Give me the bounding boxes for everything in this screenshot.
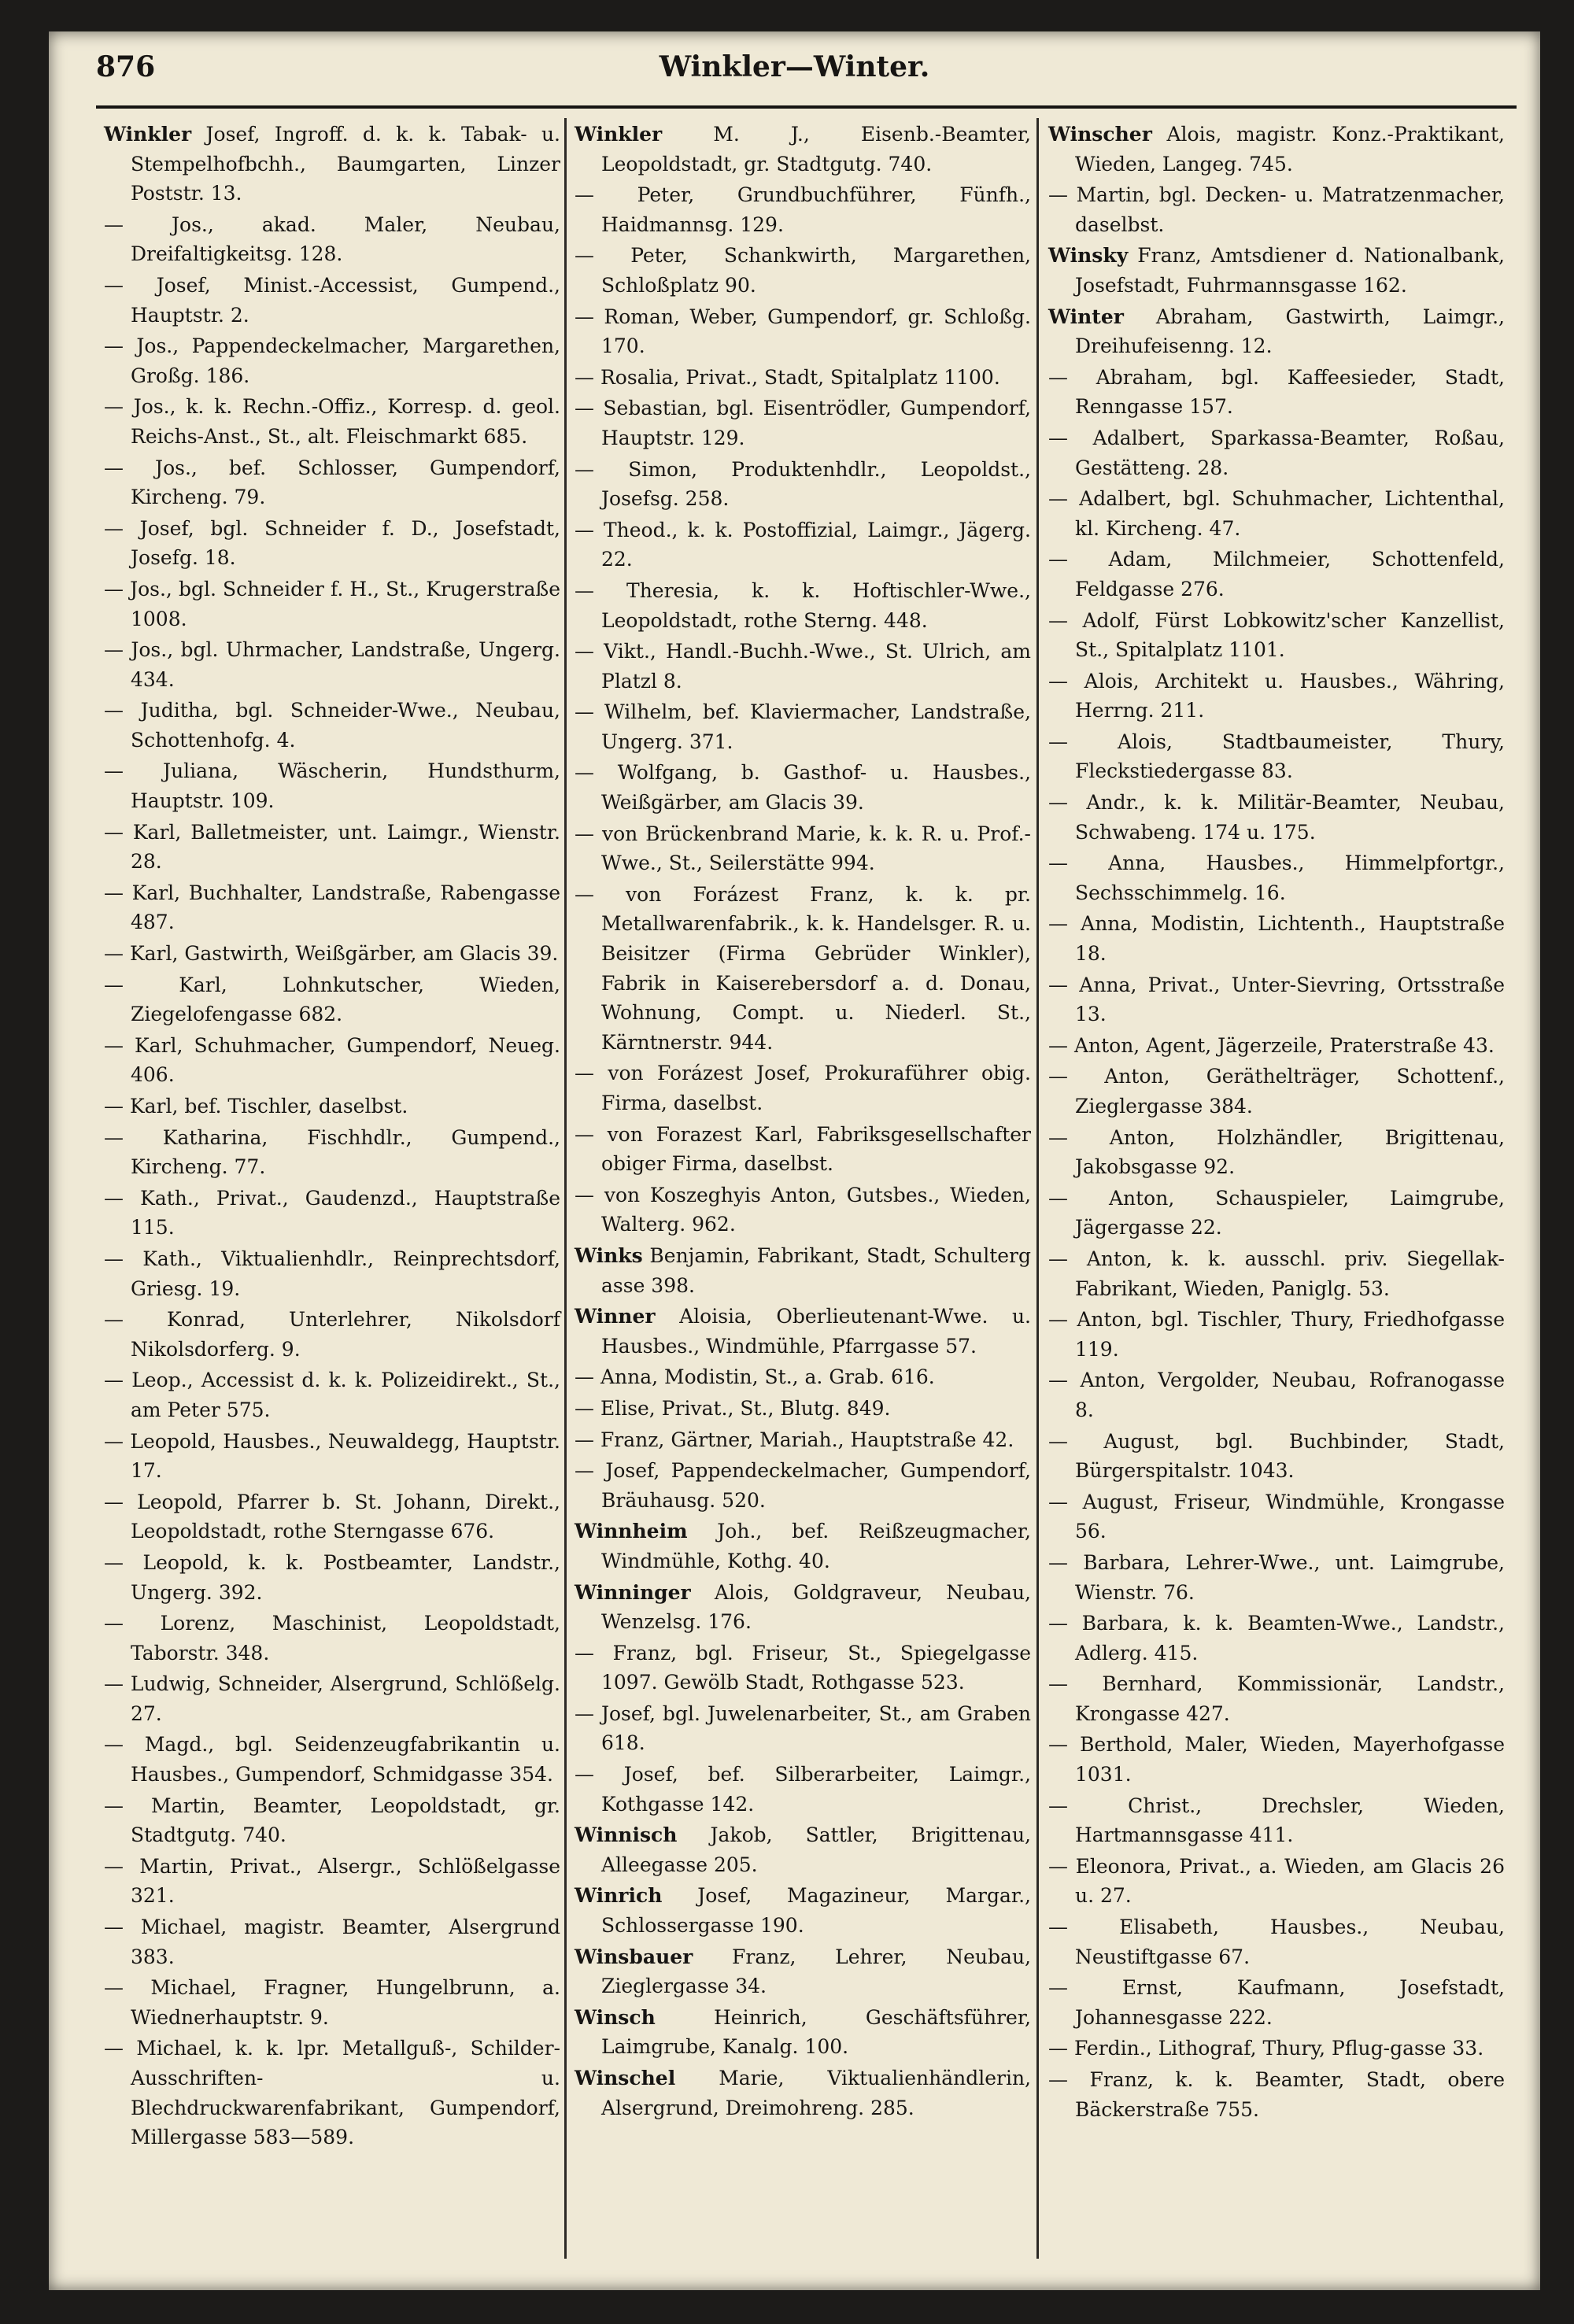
entry-surname: Winner — [575, 1305, 656, 1328]
column-divider — [564, 118, 567, 2259]
directory-entry: — Barbara, Lehrer-Wwe., unt. Laimgrube, Wienstr. 76. — [1048, 1550, 1505, 1604]
directory-entry: Winsbauer Franz, Lehrer, Neubau, Zieglergasse 34. — [575, 1945, 1031, 1998]
directory-entry: Winninger Alois, Goldgraveur, Neubau, Wenzelsg. 176. — [575, 1580, 1031, 1634]
directory-entry: Winschel Marie, Viktualienhändlerin, Alsergrund, Dreimohreng. 285. — [575, 2067, 1031, 2119]
directory-entry: — Josef, bgl. Schneider f. D., Josefstadt, Josefg. 18. — [104, 516, 560, 570]
directory-entry: — Karl, Balletmeister, unt. Laimgr., Wienstr. 28. — [104, 820, 560, 874]
directory-entry: — Anton, Agent, Jägerzeile, Praterstraße 43. — [1048, 1033, 1495, 1057]
directory-entry: — Martin, Beamter, Leopoldstadt, gr. Stadtgutg. 740. — [104, 1794, 560, 1847]
directory-entry: — Elise, Privat., St., Blutg. 849. — [575, 1396, 891, 1420]
directory-entry: — Vikt., Handl.-Buchh.-Wwe., St. Ulrich, am Platzl 8. — [575, 640, 1031, 693]
directory-entry: — Michael, magistr. Beamter, Alsergrund 383. — [104, 1916, 560, 1968]
directory-entry: — Lorenz, Maschinist, Leopoldstadt, Taborstr. 348. — [104, 1612, 560, 1664]
directory-entry: — Eleonora, Privat., a. Wieden, am Glacis 26 u. 27. — [1048, 1854, 1505, 1908]
directory-entry: — Abraham, bgl. Kaffeesieder, Stadt, Renngasse 157. — [1048, 365, 1505, 419]
entry-surname: Winsbauer — [575, 1945, 693, 1968]
column-divider — [1036, 118, 1039, 2259]
directory-entry: — Adalbert, bgl. Schuhmacher, Lichtenthal, kl. Kircheng. 47. — [1048, 487, 1505, 540]
directory-entry: — Magd., bgl. Seidenzeugfabrikantin u. Hausbes., Gumpendorf, Schmidgasse 354. — [104, 1733, 560, 1786]
directory-entry: — von Brückenbrand Marie, k. k. R. u. Prof.-Wwe., St., Seilerstätte 994. — [575, 822, 1031, 875]
directory-entry: Winscher Alois, magistr. Konz.-Praktikant, Wieden, Langeg. 745. — [1048, 123, 1505, 176]
directory-entry: — Franz, k. k. Beamter, Stadt, obere Bäckerstraße 755. — [1048, 2068, 1505, 2121]
directory-entry: — Wilhelm, bef. Klaviermacher, Landstraße, Ungerg. 371. — [575, 700, 1031, 753]
directory-entry: — von Forázest Franz, k. k. pr. Metallwarenfabrik., k. k. Handelsger. R. u. Beisitzer (Firma Gebrüder Winkler), Fabrik in Kaiserebersdorf a. d. Donau, Wohnung, Compt. u. Niederl. St., Kärntnerstr. 944. — [575, 882, 1031, 1054]
directory-entry: — Theod., k. k. Postoffizial, Laimgr., Jägerg. 22. — [575, 518, 1031, 571]
directory-entry: — Ferdin., Lithograf, Thury, Pflug-gasse 33. — [1048, 2037, 1484, 2060]
directory-entry: — Leop., Accessist d. k. k. Polizeidirekt., St., am Peter 575. — [104, 1369, 560, 1421]
entry-surname: Winsky — [1048, 244, 1129, 268]
directory-entry: Winner Aloisia, Oberlieutenant-Wwe. u. Hausbes., Windmühle, Pfarrgasse 57. — [575, 1305, 1031, 1358]
entry-surname: Winscher — [1048, 123, 1152, 146]
directory-entry: Winrich Josef, Magazineur, Margar., Schlossergasse 190. — [575, 1884, 1031, 1938]
directory-entry: — Juliana, Wäscherin, Hundsthurm, Hauptstr. 109. — [104, 759, 560, 813]
directory-entry: — Anton, Holzhändler, Brigittenau, Jakobsgasse 92. — [1048, 1125, 1505, 1179]
directory-entry: — Barbara, k. k. Beamten-Wwe., Landstr., Adlerg. 415. — [1048, 1612, 1505, 1664]
directory-entry: — Leopold, Hausbes., Neuwaldegg, Hauptstr. 17. — [104, 1429, 560, 1483]
directory-entry: — Peter, Schankwirth, Margarethen, Schloßplatz 90. — [575, 244, 1031, 297]
directory-entry: — Simon, Produktenhdlr., Leopoldst., Josefsg. 258. — [575, 457, 1031, 511]
directory-entry: — Katharina, Fischhdlr., Gumpend., Kircheng. 77. — [104, 1125, 560, 1179]
directory-entry: — Andr., k. k. Militär-Beamter, Neubau, Schwabeng. 174 u. 175. — [1048, 791, 1505, 844]
directory-entry: Winkler Josef, Ingroff. d. k. k. Tabak- u. Stempelhofbchh., Baumgarten, Linzer Poststr. 13. — [104, 123, 560, 205]
directory-entry: — Bernhard, Kommissionär, Landstr., Krongasse 427. — [1048, 1672, 1505, 1725]
directory-entry: — Adam, Milchmeier, Schottenfeld, Feldgasse 276. — [1048, 548, 1505, 600]
directory-entry: — Anton, Schauspieler, Laimgrube, Jägergasse 22. — [1048, 1186, 1505, 1240]
directory-entry: — Ludwig, Schneider, Alsergrund, Schlößelg. 27. — [104, 1672, 560, 1725]
directory-entry: — Anna, Privat., Unter-Sievring, Ortsstraße 13. — [1048, 973, 1505, 1026]
directory-entry: — Anton, bgl. Tischler, Thury, Friedhofgasse 119. — [1048, 1308, 1505, 1361]
directory-entry: — von Koszeghyis Anton, Gutsbes., Wieden, Walterg. 962. — [575, 1183, 1031, 1236]
directory-entry: — Anton, Geräthelträger, Schottenf., Zieglergasse 384. — [1048, 1065, 1505, 1118]
column-1 — [104, 120, 560, 2154]
directory-entry: Winnisch Jakob, Sattler, Brigittenau, Alleegasse 205. — [575, 1823, 1031, 1876]
directory-entry: — Kath., Privat., Gaudenzd., Hauptstraße 115. — [104, 1186, 560, 1240]
directory-entry: — Christ., Drechsler, Wieden, Hartmannsgasse 411. — [1048, 1794, 1505, 1847]
directory-entry: — Peter, Grundbuchführer, Fünfh., Haidmannsg. 129. — [575, 183, 1031, 236]
directory-entry: — Leopold, Pfarrer b. St. Johann, Direkt., Leopoldstadt, rothe Sterngasse 676. — [104, 1490, 560, 1543]
directory-entry: — Anna, Modistin, St., a. Grab. 616. — [575, 1365, 935, 1389]
directory-entry: — Josef, bgl. Juwelenarbeiter, St., am Graben 618. — [575, 1701, 1031, 1755]
directory-entry: — Kath., Viktualienhdlr., Reinprechtsdorf, Griesg. 19. — [104, 1247, 560, 1300]
directory-entry: — Anna, Modistin, Lichtenth., Hauptstraße 18. — [1048, 912, 1505, 966]
entry-surname: Winrich — [575, 1884, 663, 1908]
directory-entry: — Wolfgang, b. Gasthof- u. Hausbes., Weißgärber, am Glacis 39. — [575, 761, 1031, 815]
directory-entry: — Karl, bef. Tischler, daselbst. — [104, 1095, 408, 1118]
directory-entry: — Karl, Buchhalter, Landstraße, Rabengasse 487. — [104, 881, 560, 934]
entry-surname: Winschel — [575, 2067, 676, 2089]
entry-surname: Winkler — [104, 123, 192, 146]
directory-entry: — Jos., bgl. Uhrmacher, Landstraße, Ungerg. 434. — [104, 638, 560, 691]
directory-entry: — Jos., k. k. Rechn.-Offiz., Korresp. d. geol. Reichs-Anst., St., alt. Fleischmarkt 685. — [104, 395, 560, 448]
directory-entry: Winter Abraham, Gastwirth, Laimgr., Dreihufeisenng. 12. — [1048, 305, 1505, 358]
directory-entry: — Adalbert, Sparkassa-Beamter, Roßau, Gestätteng. 28. — [1048, 426, 1505, 479]
directory-entry: — Martin, bgl. Decken- u. Matratzenmacher, daselbst. — [1048, 183, 1505, 236]
directory-entry: Winks Benjamin, Fabrikant, Stadt, Schulterg asse 398. — [575, 1243, 1031, 1297]
directory-entry: — Leopold, k. k. Postbeamter, Landstr., Ungerg. 392. — [104, 1550, 560, 1604]
directory-entry: — Alois, Architekt u. Hausbes., Währing, Herrng. 211. — [1048, 669, 1505, 722]
directory-entry: — Anna, Hausbes., Himmelpfortgr., Sechsschimmelg. 16. — [1048, 852, 1505, 904]
directory-entry: — Sebastian, bgl. Eisentrödler, Gumpendorf, Hauptstr. 129. — [575, 397, 1031, 449]
directory-entry: — Franz, bgl. Friseur, St., Spiegelgasse 1097. Gewölb Stadt, Rothgasse 523. — [575, 1641, 1031, 1694]
directory-entry: — Josef, bef. Silberarbeiter, Laimgr., Kothgasse 142. — [575, 1763, 1031, 1816]
directory-entry: — Juditha, bgl. Schneider-Wwe., Neubau, Schottenhofg. 4. — [104, 699, 560, 752]
directory-entry: — Roman, Weber, Gumpendorf, gr. Schloßg. 170. — [575, 305, 1031, 358]
directory-entry: Winsch Heinrich, Geschäftsführer, Laimgrube, Kanalg. 100. — [575, 2005, 1031, 2059]
entry-surname: Winnheim — [575, 1520, 688, 1543]
directory-entry: — Jos., bgl. Schneider f. H., St., Krugerstraße 1008. — [104, 577, 560, 630]
column-2 — [575, 120, 1031, 2124]
directory-entry: Winkler M. J., Eisenb.-Beamter, Leopoldstadt, gr. Stadtgutg. 740. — [575, 123, 1031, 176]
entry-surname: Winsch — [575, 2005, 656, 2029]
directory-entry: — Rosalia, Privat., Stadt, Spitalplatz 1100. — [575, 365, 1000, 389]
directory-entry: — Josef, Pappendeckelmacher, Gumpendorf, Bräuhausg. 520. — [575, 1459, 1031, 1512]
directory-entry: — Theresia, k. k. Hoftischler-Wwe., Leopoldstadt, rothe Sterng. 448. — [575, 578, 1031, 632]
header-rule — [96, 105, 1517, 109]
directory-entry: — Anton, Vergolder, Neubau, Rofranogasse 8. — [1048, 1369, 1505, 1421]
directory-entry: Winnheim Joh., bef. Reißzeugmacher, Windmühle, Kothg. 40. — [575, 1520, 1031, 1572]
page-number: 876 — [96, 50, 156, 83]
directory-entry: — August, Friseur, Windmühle, Krongasse 56. — [1048, 1490, 1505, 1543]
directory-entry: Winsky Franz, Amtsdiener d. Nationalbank, Josefstadt, Fuhrmannsgasse 162. — [1048, 244, 1505, 297]
entry-surname: Winks — [575, 1243, 643, 1267]
directory-entry: — Jos., Pappendeckelmacher, Margarethen, Großg. 186. — [104, 334, 560, 387]
directory-entry: — von Forázest Josef, Prokuraführer obig. Firma, daselbst. — [575, 1062, 1031, 1114]
directory-entry: — Adolf, Fürst Lobkowitz'scher Kanzellist, St., Spitalplatz 1101. — [1048, 608, 1505, 662]
directory-entry: — Ernst, Kaufmann, Josefstadt, Johannesgasse 222. — [1048, 1976, 1505, 2029]
directory-entry: — Martin, Privat., Alsergr., Schlößelgasse 321. — [104, 1854, 560, 1908]
directory-entry: — Jos., bef. Schlosser, Gumpendorf, Kircheng. 79. — [104, 456, 560, 509]
directory-entry: — Karl, Gastwirth, Weißgärber, am Glacis 39. — [104, 942, 559, 966]
directory-entry: — Karl, Lohnkutscher, Wieden, Ziegelofengasse 682. — [104, 973, 560, 1026]
page-header — [49, 50, 1540, 98]
running-head: Winkler—Winter. — [659, 50, 930, 83]
directory-entry: — Josef, Minist.-Accessist, Gumpend., Hauptstr. 2. — [104, 273, 560, 327]
entry-surname: Winkler — [575, 123, 663, 146]
entry-surname: Winter — [1048, 305, 1124, 328]
entry-surname: Winninger — [575, 1580, 691, 1604]
directory-entry: — Konrad, Unterlehrer, Nikolsdorf Nikolsdorferg. 9. — [104, 1308, 560, 1361]
directory-entry: — Jos., akad. Maler, Neubau, Dreifaltigkeitsg. 128. — [104, 212, 560, 266]
directory-entry: — Berthold, Maler, Wieden, Mayerhofgasse 1031. — [1048, 1733, 1505, 1786]
directory-entry: — Anton, k. k. ausschl. priv. Siegellak-Fabrikant, Wieden, Paniglg. 53. — [1048, 1247, 1505, 1300]
directory-entry: — von Forazest Karl, Fabriksgesellschafter obiger Firma, daselbst. — [575, 1122, 1031, 1176]
directory-entry: — Karl, Schuhmacher, Gumpendorf, Neueg. 406. — [104, 1033, 560, 1087]
directory-entry: — Michael, k. k. lpr. Metallguß-, Schilder-Ausschriften- u. Blechdruckwarenfabrikant, Gumpendorf, Millergasse 583—589. — [104, 2037, 560, 2149]
directory-page — [49, 31, 1540, 2290]
directory-entry: — August, bgl. Buchbinder, Stadt, Bürgerspitalstr. 1043. — [1048, 1429, 1505, 1483]
directory-entry: — Alois, Stadtbaumeister, Thury, Fleckstiedergasse 83. — [1048, 730, 1505, 783]
entry-surname: Winnisch — [575, 1823, 678, 1847]
directory-entry: — Franz, Gärtner, Mariah., Hauptstraße 42. — [575, 1428, 1014, 1451]
directory-entry: — Elisabeth, Hausbes., Neubau, Neustiftgasse 67. — [1048, 1916, 1505, 1968]
column-3 — [1048, 120, 1505, 2126]
directory-entry: — Michael, Fragner, Hungelbrunn, a. Wiednerhauptstr. 9. — [104, 1976, 560, 2029]
